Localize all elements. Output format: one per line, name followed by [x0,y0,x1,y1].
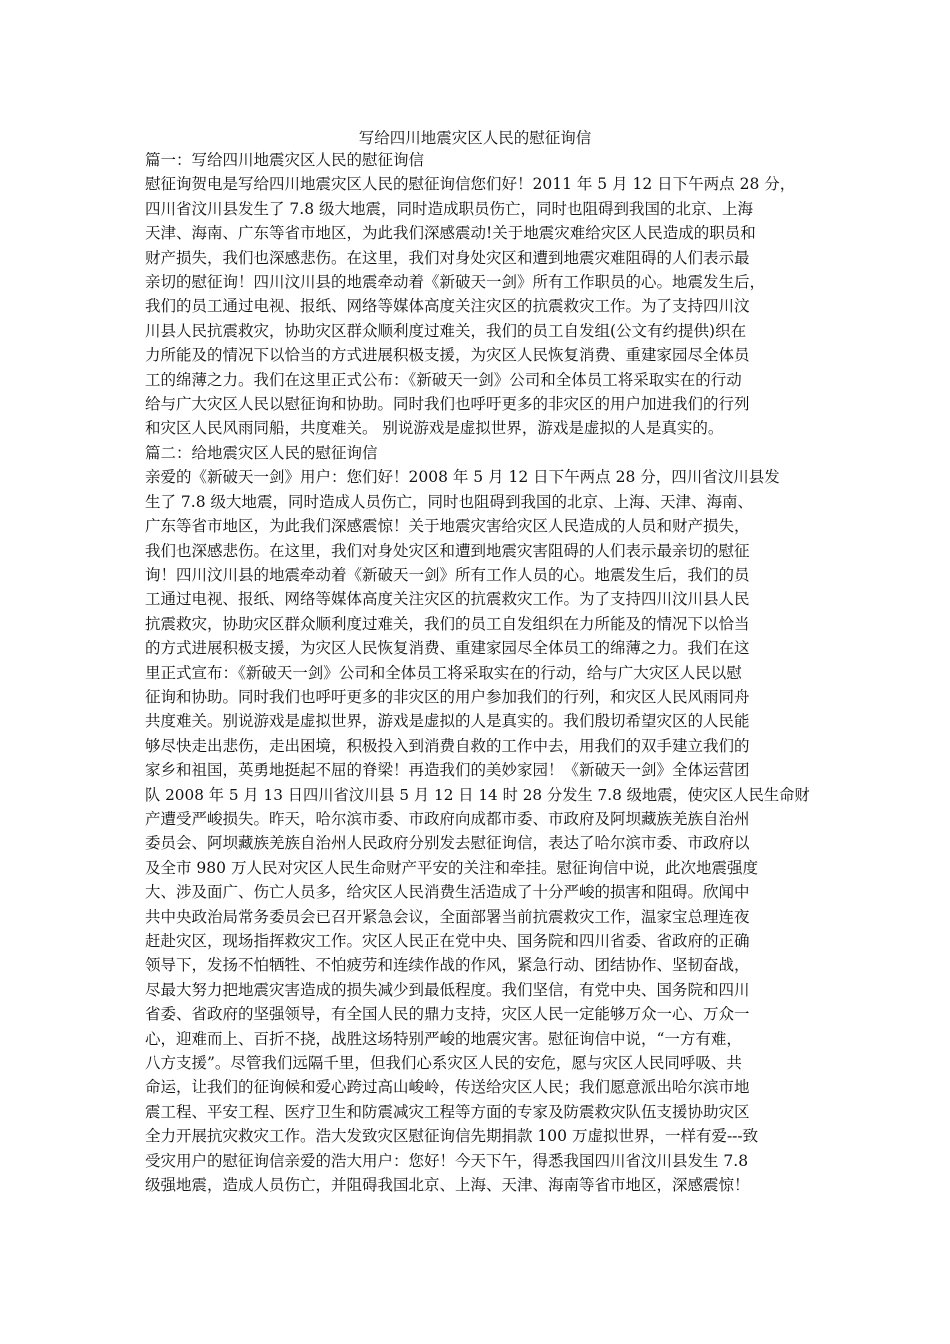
text-line: 产遭受严峻损失。昨天，哈尔滨市委、市政府向成都市委、市政府及阿坝藏族羌族自治州 [145,809,750,828]
text-line: 生了 7.8 级大地震，同时造成人员伤亡，同时也阻碍到我国的北京、上海、天津、海南、 [145,492,754,511]
text-line: 震工程、平安工程、医疗卫生和防震减灾工程等方面的专家及防震救灾队伍支援协助灾区 [145,1102,750,1121]
text-line: 省委、省政府的坚强领导，有全国人民的鼎力支持，灾区人民一定能够万众一心、万众一 [145,1005,750,1024]
text-line: 财产损失，我们也深感悲伤。在这里，我们对身处灾区和遭到地震灾难阻碍的人们表示最 [145,248,750,267]
text-line: 篇一：写给四川地震灾区人民的慰征询信 [145,151,425,169]
text-line: 八方支援”。尽管我们远隔千里，但我们心系灾区人民的安危，愿与灾区人民同呼吸、共 [145,1054,742,1073]
text-line: 篇二：给地震灾区人民的慰征询信 [145,443,378,462]
text-line: 及全市 980 万人民对灾区人民生命财产平安的关注和牵挂。慰征询信中说，此次地震强度 [145,858,758,877]
text-line: 领导下，发扬不怕牺牲、不怕疲劳和连续作战的作风，紧急行动、团结协作、坚韧奋战， [145,956,750,975]
text-line: 工的绵薄之力。我们在这里正式公布：《新破天一剑》公司和全体员工将采取实在的行动 [145,370,742,389]
text-line: 大、涉及面广、伤亡人员多，给灾区人民消费生活造成了十分严峻的损害和阻碍。欣闻中 [145,883,750,902]
text-line: 亲切的慰征询！四川汶川县的地震牵动着《新破天一剑》所有工作职员的心。地震发生后， [145,273,766,292]
text-line: 我们也深感悲伤。在这里，我们对身处灾区和遭到地震灾害阻碍的人们表示最亲切的慰征 [145,541,750,560]
text-line: 慰征询贺电是写给四川地震灾区人民的慰征询信您们好！2011 年 5 月 12 日下午两点 28 分， [145,175,796,194]
text-line: 命运，让我们的征询候和爱心跨过高山峻岭，传送给灾区人民；我们愿意派出哈尔滨市地 [145,1078,750,1097]
text-line: 工通过电视、报纸、网络等媒体高度关注灾区的抗震救灾工作。为了支持四川汶川县人民 [145,590,750,609]
text-line: 全力开展抗灾救灾工作。浩大发致灾区慰征询信先期捐款 100 万虚拟世界，一样有爱---致 [145,1127,759,1146]
text-line: 队 2008 年 5 月 13 日四川省汶川县 5 月 12 日 14 时 28 分发生 7.8 级地震，使灾区人民生命财 [145,785,810,804]
text-line: 天津、海南、广东等省市地区，为此我们深感震动!关于地震灾难给灾区人民造成的职员和 [145,224,756,243]
document-title: 写给四川地震灾区人民的慰征询信 [358,129,592,147]
text-line: 共度难关。别说游戏是虚拟世界，游戏是虚拟的人是真实的。我们殷切希望灾区的人民能 [145,712,750,731]
text-line: 家乡和祖国，英勇地挺起不屈的脊梁！再造我们的美妙家园！《新破天一剑》全体运营团 [145,761,750,780]
text-line: 尽最大努力把地震灾害造成的损失减少到最低程度。我们坚信，有党中央、国务院和四川 [145,980,750,999]
text-line: 询！四川汶川县的地震牵动着《新破天一剑》所有工作人员的心。地震发生后，我们的员 [145,565,750,584]
document-body [145,148,810,1197]
text-line: 我们的员工通过电视、报纸、网络等媒体高度关注灾区的抗震救灾工作。为了支持四川汶 [145,297,750,316]
text-line: 的方式进展积极支援，为灾区人民恢复消费、重建家园尽全体员工的绵薄之力。我们在这 [145,639,750,658]
text-line: 里正式宣布：《新破天一剑》公司和全体员工将采取实在的行动，给与广大灾区人民以慰 [145,663,742,682]
text-line: 征询和协助。同时我们也呼吁更多的非灾区的用户参加我们的行列，和灾区人民风雨同舟 [145,687,750,706]
text-line: 广东等省市地区，为此我们深感震惊！关于地震灾害给灾区人民造成的人员和财产损失， [145,517,750,536]
text-line: 亲爱的《新破天一剑》用户：您们好！2008 年 5 月 12 日下午两点 28 分，四川省汶川县发 [145,468,780,487]
text-line: 级强地震，造成人员伤亡，并阻碍我国北京、上海、天津、海南等省市地区，深感震惊！ [145,1176,750,1195]
text-line: 四川省汶川县发生了 7.8 级大地震，同时造成职员伤亡，同时也阻碍到我国的北京、上海 [145,199,754,218]
text-line: 委员会、阿坝藏族羌族自治州人民政府分别发去慰征询信，表达了哈尔滨市委、市政府以 [145,834,750,853]
text-line: 和灾区人民风雨同船，共度难关。 别说游戏是虚拟世界，游戏是虚拟的人是真实的。 [145,419,724,438]
text-line: 心，迎难而上、百折不挠，战胜这场特别严峻的地震灾害。慰征询信中说，“一方有难， [145,1029,742,1048]
text-line: 够尽快走出悲伤，走出困境，积极投入到消费自救的工作中去，用我们的双手建立我们的 [145,736,750,755]
text-line: 给与广大灾区人民以慰征询和协助。同时我们也呼吁更多的非灾区的用户加进我们的行列 [145,395,750,414]
text-line: 共中央政治局常务委员会已召开紧急会议，全面部署当前抗震救灾工作，温家宝总理连夜 [145,907,750,926]
text-line: 抗震救灾，协助灾区群众顺利度过难关，我们的员工自发组织在力所能及的情况下以恰当 [145,614,750,633]
text-line: 力所能及的情况下以恰当的方式进展积极支援，为灾区人民恢复消费、重建家园尽全体员 [145,346,750,365]
text-line: 赶赴灾区，现场指挥救灾工作。灾区人民正在党中央、国务院和四川省委、省政府的正确 [145,932,750,950]
text-line: 川县人民抗震救灾，协助灾区群众顺利度过难关，我们的员工自发组(公文有约提供)织在 [145,321,747,340]
text-line: 受灾用户的慰征询信亲爱的浩大用户：您好！今天下午，得悉我国四川省汶川县发生 7.8 [145,1151,749,1170]
